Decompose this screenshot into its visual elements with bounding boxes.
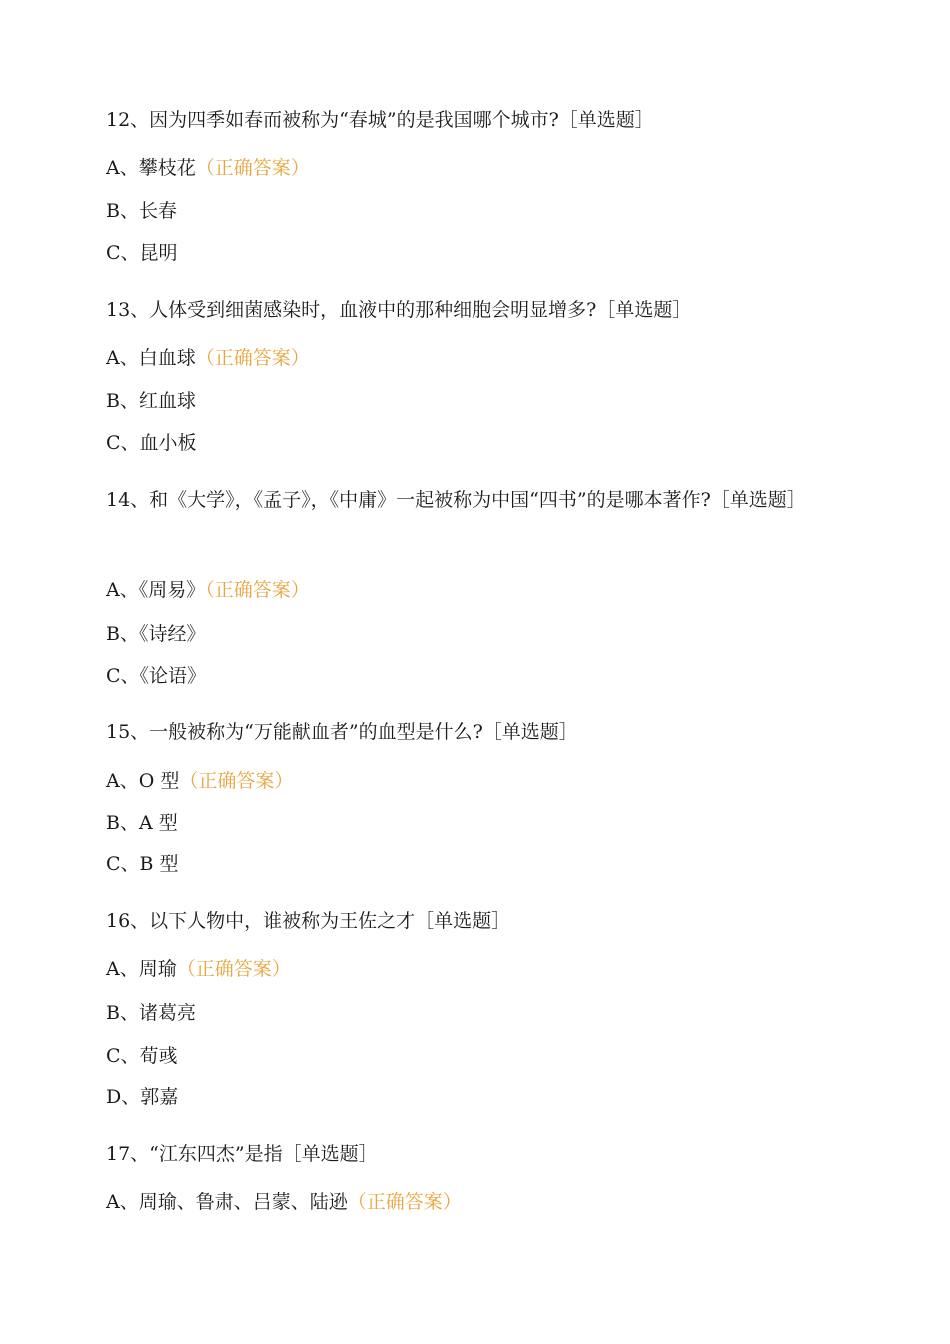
option-text: A、白血球 (106, 347, 196, 369)
question-17-stem: 17、“江东四杰”是指［单选题］ (106, 1143, 378, 1165)
question-16-option-a (106, 958, 851, 980)
correct-answer-mark: （正确答案） (179, 770, 294, 792)
question-12-option-b: B、长春 (106, 200, 177, 222)
correct-answer-mark: （正确答案） (176, 958, 291, 980)
question-15-stem: 15、一般被称为“万能献血者”的血型是什么?［单选题］ (106, 721, 578, 743)
question-12-option-c: C、昆明 (106, 242, 178, 264)
option-text: A、周瑜、鲁肃、吕蒙、陆逊 (106, 1191, 348, 1213)
correct-answer-mark: （正确答案） (205, 579, 310, 601)
question-12-option-a (106, 157, 851, 179)
question-16-stem: 16、以下人物中，谁被称为王佐之才［单选题］ (106, 910, 511, 932)
question-15-option-c: C、B 型 (106, 853, 179, 875)
question-16-option-d: D、郭嘉 (106, 1086, 179, 1108)
correct-answer-mark: （正确答案） (347, 1191, 462, 1213)
question-13-option-a (106, 347, 851, 369)
question-14-option-c: C、《论语》 (106, 665, 207, 687)
question-15-option-a (106, 770, 851, 792)
option-text: A、O 型 (106, 770, 180, 792)
question-15-option-b: B、A 型 (106, 812, 178, 834)
question-14-option-b: B、《诗经》 (106, 623, 206, 645)
option-text: A、攀枝花 (106, 157, 196, 179)
correct-answer-mark: （正确答案） (195, 347, 310, 369)
question-14-option-a (106, 579, 851, 601)
question-12-stem: 12、因为四季如春而被称为“春城”的是我国哪个城市?［单选题］ (106, 109, 654, 131)
correct-answer-mark: （正确答案） (195, 157, 310, 179)
option-text: A、《周易》 (106, 579, 206, 601)
question-17-option-a (106, 1191, 851, 1213)
question-14-stem: 14、和《大学》，《孟子》，《中庸》一起被称为中国“四书”的是哪本著作?［单选题］ (106, 489, 806, 511)
question-16-option-b: B、诸葛亮 (106, 1002, 196, 1024)
question-13-option-c: C、血小板 (106, 432, 197, 454)
question-16-option-c: C、荀彧 (106, 1045, 178, 1067)
option-text: A、周瑜 (106, 958, 177, 980)
question-13-option-b: B、红血球 (106, 390, 196, 412)
question-13-stem: 13、人体受到细菌感染时，血液中的那种细胞会明显增多?［单选题］ (106, 299, 692, 321)
